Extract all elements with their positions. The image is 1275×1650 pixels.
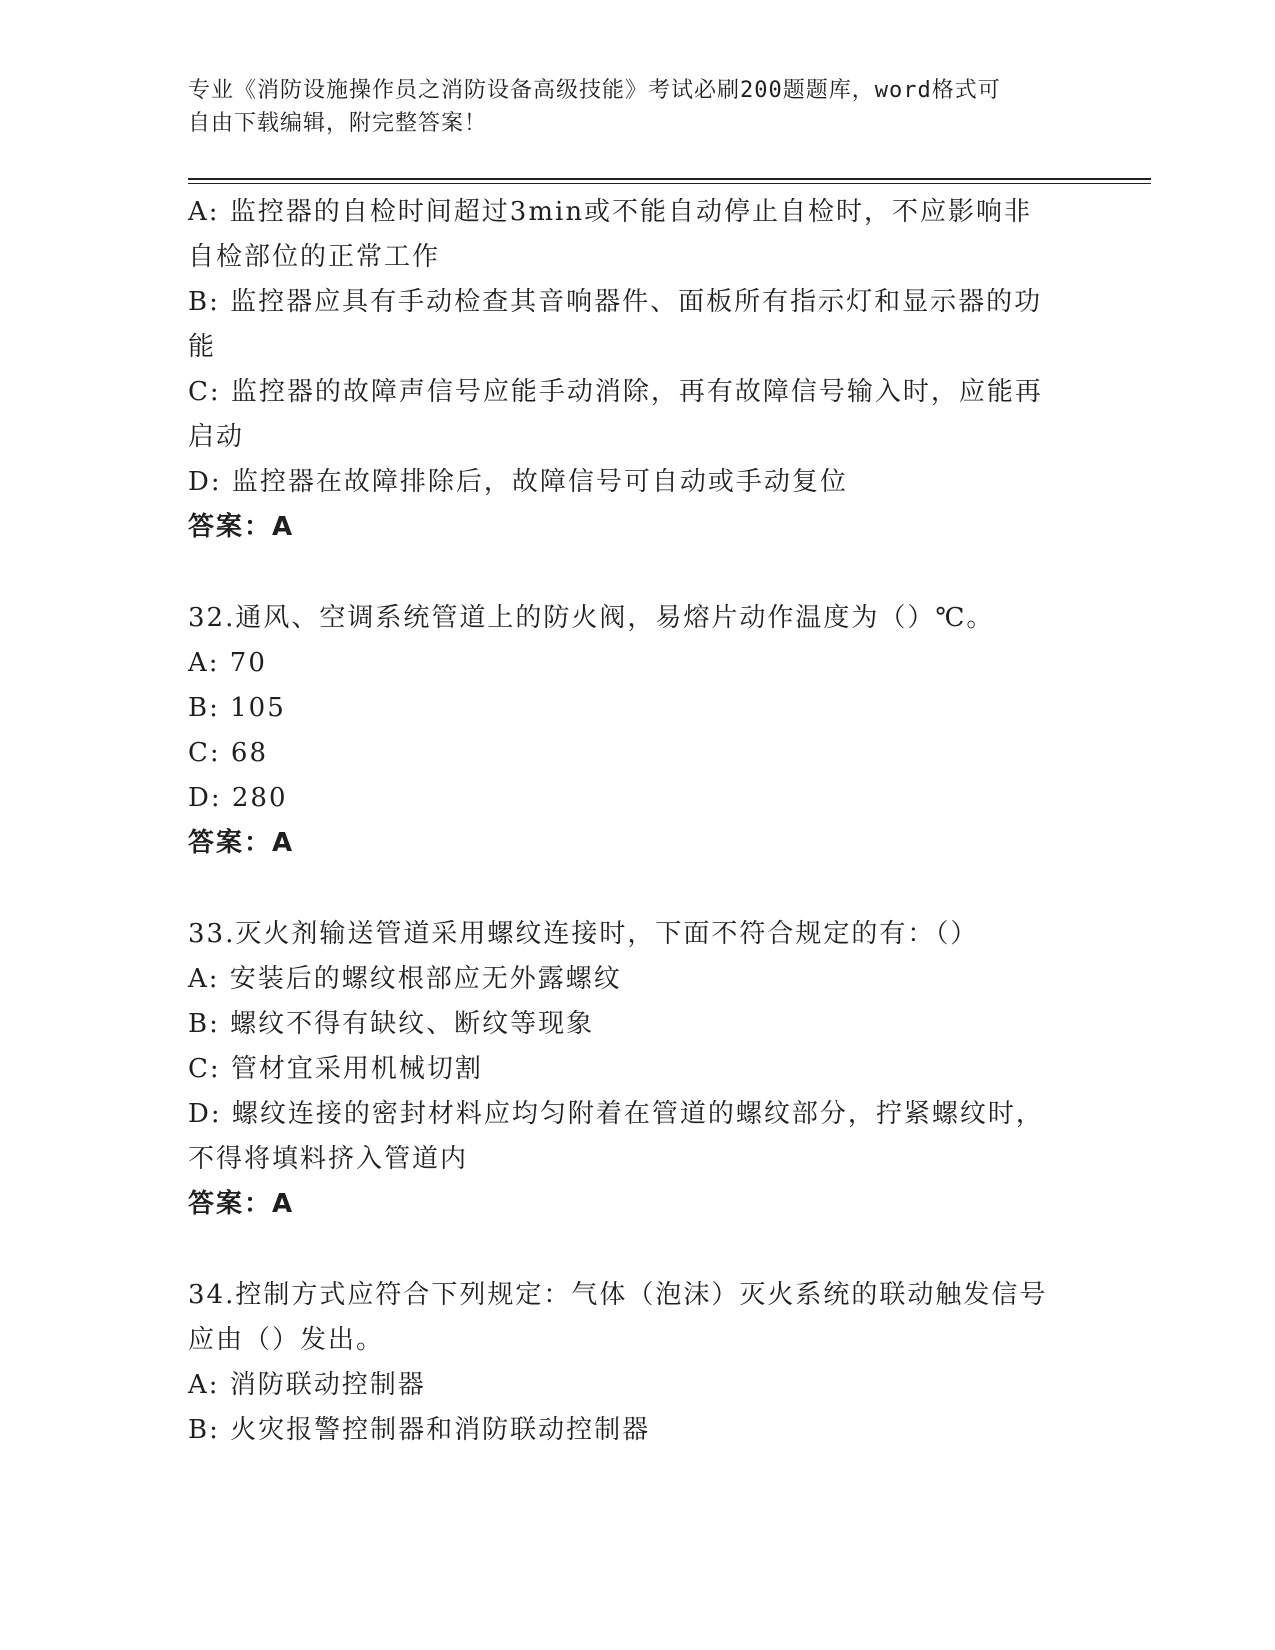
q31-option-b-line-2: 能 xyxy=(188,332,217,362)
header-rule-thin xyxy=(188,183,1151,184)
spacer xyxy=(188,550,1068,596)
q33-option-b: B: 螺纹不得有缺纹、断纹等现象 xyxy=(188,1009,595,1039)
q33-option-a: A: 安装后的螺纹根部应无外露螺纹 xyxy=(188,964,622,994)
q33-option-c: C: 管材宜采用机械切割 xyxy=(188,1054,483,1084)
q33-question: 33.灭火剂输送管道采用螺纹连接时，下面不符合规定的有：（） xyxy=(188,919,979,949)
question-32 xyxy=(188,596,1068,866)
q31-option-d: D: 监控器在故障排除后，故障信号可自动或手动复位 xyxy=(188,467,848,497)
q31-option-b-line-1: B: 监控器应具有手动检查其音响器件、面板所有指示灯和显示器的功 xyxy=(188,287,1043,317)
question-31 xyxy=(188,190,1068,550)
q33-option-d-line-2: 不得将填料挤入管道内 xyxy=(188,1144,469,1174)
spacer xyxy=(188,866,1068,912)
q32-option-c: C: 68 xyxy=(188,738,269,768)
q34-question-line-2: 应由（）发出。 xyxy=(188,1325,385,1355)
header-rule-thick xyxy=(188,178,1151,180)
question-list xyxy=(188,190,1068,1453)
header-line-2: 自由下载编辑，附完整答案！ xyxy=(188,111,488,136)
q31-answer: 答案：A xyxy=(188,512,295,542)
q33-answer: 答案：A xyxy=(188,1189,295,1219)
q31-option-c-line-2: 启动 xyxy=(188,422,245,452)
document-header xyxy=(188,74,1068,140)
question-33 xyxy=(188,912,1068,1227)
q32-option-a: A: 70 xyxy=(188,648,267,678)
q34-option-b: B: 火灾报警控制器和消防联动控制器 xyxy=(188,1415,651,1445)
q32-option-d: D: 280 xyxy=(188,783,288,813)
q31-option-c-line-1: C: 监控器的故障声信号应能手动消除，再有故障信号输入时，应能再 xyxy=(188,377,1043,407)
q34-option-a: A: 消防联动控制器 xyxy=(188,1370,426,1400)
header-line-1: 专业《消防设施操作员之消防设备高级技能》考试必刷200题题库，word格式可 xyxy=(188,78,1001,103)
q31-option-a-line-1: A: 监控器的自检时间超过3min或不能自动停止自检时，不应影响非 xyxy=(188,197,1033,227)
q32-option-b: B: 105 xyxy=(188,693,286,723)
spacer xyxy=(188,1227,1068,1273)
q32-question: 32.通风、空调系统管道上的防火阀，易熔片动作温度为（）℃。 xyxy=(188,603,995,633)
question-34 xyxy=(188,1273,1068,1453)
q34-question-line-1: 34.控制方式应符合下列规定：气体（泡沫）灭火系统的联动触发信号 xyxy=(188,1280,1048,1310)
q33-option-d-line-1: D: 螺纹连接的密封材料应均匀附着在管道的螺纹部分，拧紧螺纹时， xyxy=(188,1099,1044,1129)
q31-option-a-line-2: 自检部位的正常工作 xyxy=(188,242,441,272)
q32-answer: 答案：A xyxy=(188,828,295,858)
